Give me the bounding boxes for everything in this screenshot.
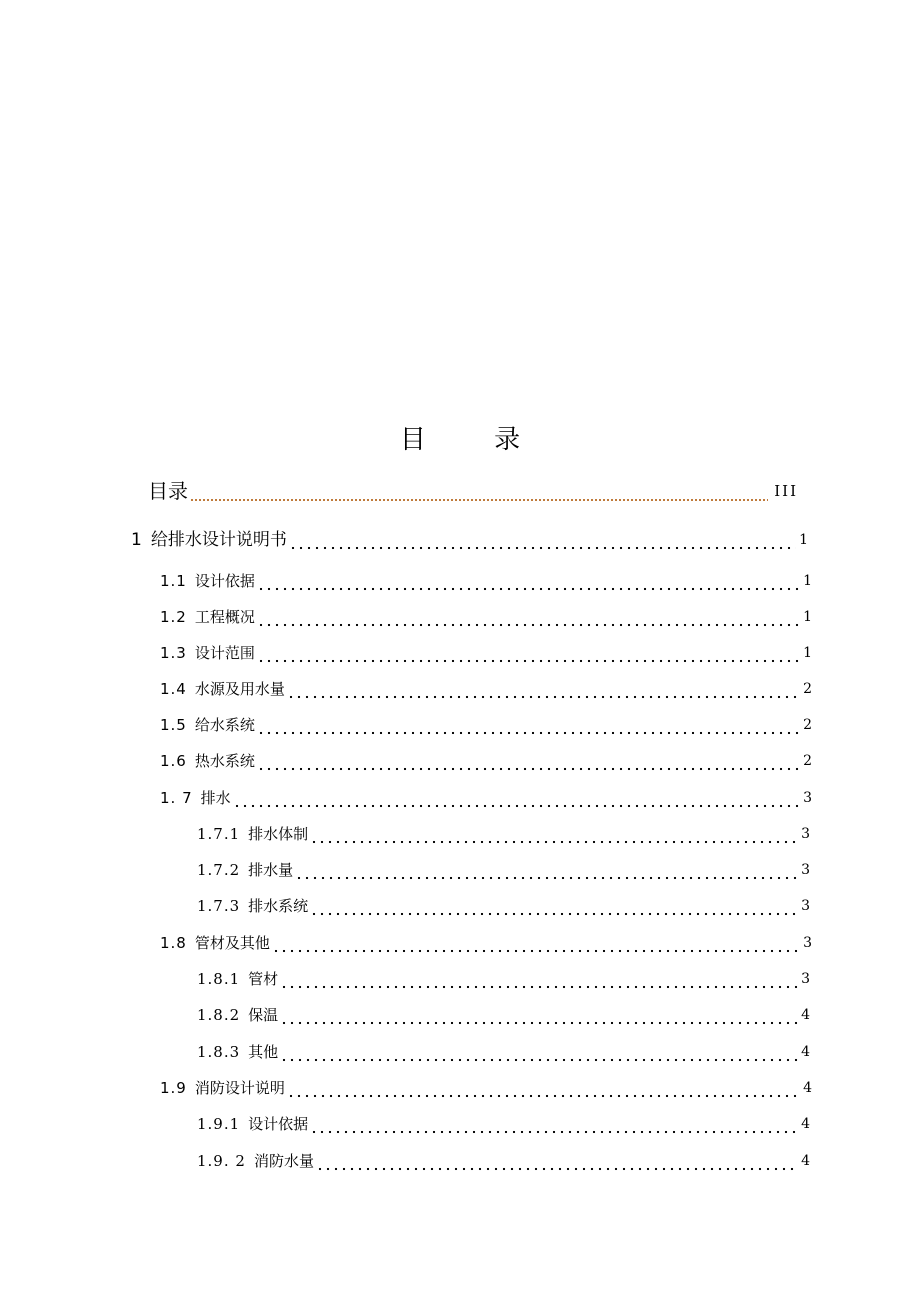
toc-entry-1-8-2[interactable] (197, 1000, 810, 1026)
toc-entry-1-5[interactable] (160, 710, 812, 736)
toc-dot-leader (257, 750, 800, 772)
toc-entry-1-9-1[interactable] (197, 1109, 810, 1135)
toc-page-number: 4 (801, 1116, 810, 1132)
toc-entry-number: 1.3 (160, 644, 187, 662)
toc-entry-number: 1.2 (160, 608, 187, 626)
toc-dot-leader (280, 1004, 798, 1026)
toc-entry-1-6[interactable] (160, 746, 812, 772)
toc-dot-leader (316, 1150, 798, 1172)
toc-entry-1-9-2[interactable] (197, 1146, 810, 1172)
toc-entry-contents[interactable] (148, 476, 798, 502)
toc-dot-leader (310, 823, 798, 845)
toc-entry-text: 设计范围 (194, 644, 255, 662)
toc-page-number: 3 (803, 935, 812, 951)
toc-dot-leader (272, 932, 800, 954)
toc-dot-leader (295, 859, 798, 881)
toc-entry-1-7[interactable] (160, 783, 812, 809)
toc-entry-number: 1.8.3 (197, 1043, 241, 1061)
toc-entry-text: 管材 (248, 970, 279, 988)
toc-dot-leader (257, 606, 800, 628)
toc-entry-text: 管材及其他 (194, 934, 270, 952)
toc-dot-leader (280, 1041, 798, 1063)
toc-entry-text: 热水系统 (194, 752, 255, 770)
toc-page-number: 2 (803, 681, 812, 697)
toc-entry-1-3[interactable] (160, 638, 812, 664)
toc-entry-1-7-3[interactable] (197, 891, 810, 917)
toc-page-number: III (774, 482, 798, 500)
toc-page-number: 3 (801, 898, 810, 914)
toc-entry-number: 1.4 (160, 680, 187, 698)
toc-entry-text: 消防设计说明 (194, 1079, 285, 1097)
toc-page-number: 4 (801, 1007, 810, 1023)
toc-page-number: 1 (803, 645, 812, 661)
toc-entry-text: 排水量 (248, 861, 294, 879)
toc-entry-text: 保温 (248, 1006, 279, 1024)
toc-entry-text: 排水系统 (248, 897, 309, 915)
toc-entry-number: 1. 7 (160, 789, 193, 807)
toc-entry-text: 工程概况 (194, 608, 255, 626)
toc-page-number: 3 (801, 826, 810, 842)
toc-entry-number: 1.8 (160, 934, 187, 952)
toc-page-number: 1 (803, 573, 812, 589)
toc-dot-leader (257, 570, 800, 592)
toc-dot-leader (280, 968, 798, 990)
toc-dot-leader (257, 642, 800, 664)
toc-page-number: 4 (801, 1044, 810, 1060)
toc-entry-1-7-2[interactable] (197, 855, 810, 881)
toc-page-number: 3 (801, 862, 810, 878)
toc-entry-number: 1.7.2 (197, 861, 241, 879)
toc-page-number: 3 (803, 790, 812, 806)
toc-entry-text: 水源及用水量 (194, 680, 285, 698)
toc-entry-chapter-1[interactable] (131, 525, 808, 551)
toc-entry-1-8[interactable] (160, 928, 812, 954)
toc-entry-1-9[interactable] (160, 1073, 812, 1099)
toc-entry-text: 其他 (248, 1043, 279, 1061)
toc-entry-number: 1.8.1 (197, 970, 241, 988)
toc-page-number: 3 (801, 971, 810, 987)
toc-entry-1-1[interactable] (160, 566, 812, 592)
toc-entry-text: 设计依据 (248, 1115, 309, 1133)
toc-entry-number: 1.9.1 (197, 1115, 241, 1133)
toc-entry-number: 1.9. 2 (197, 1152, 246, 1170)
toc-page-number: 2 (803, 753, 812, 769)
toc-dot-leader (310, 1113, 798, 1135)
toc-entry-1-4[interactable] (160, 674, 812, 700)
toc-entry-number: 1.1 (160, 572, 187, 590)
toc-entry-text: 给排水设计说明书 (150, 530, 287, 550)
toc-dot-leader (287, 1077, 800, 1099)
toc-dot-leader (310, 895, 798, 917)
toc-entry-1-8-1[interactable] (197, 964, 810, 990)
toc-entry-text: 目录 (148, 479, 188, 503)
toc-entry-number: 1.9 (160, 1079, 187, 1097)
toc-entry-number: 1.5 (160, 716, 187, 734)
toc-page-number: 4 (801, 1153, 810, 1169)
toc-page-number: 1 (803, 609, 812, 625)
toc-entry-1-8-3[interactable] (197, 1037, 810, 1063)
toc-entry-text: 设计依据 (194, 572, 255, 590)
toc-entry-text: 消防水量 (253, 1152, 314, 1170)
toc-dot-leader (190, 480, 768, 502)
toc-page-number: 1 (799, 532, 808, 548)
toc-entry-number: 1.6 (160, 752, 187, 770)
toc-entry-number: 1 (131, 530, 143, 550)
page-title: 目 录 (399, 425, 551, 455)
toc-page-number: 4 (803, 1080, 812, 1096)
toc-entry-number: 1.7.1 (197, 825, 241, 843)
toc-entry-text: 排水体制 (248, 825, 309, 843)
toc-entry-number: 1.8.2 (197, 1006, 241, 1024)
toc-entry-text: 排水 (200, 789, 231, 807)
toc-entry-1-2[interactable] (160, 602, 812, 628)
toc-entry-1-7-1[interactable] (197, 819, 810, 845)
toc-dot-leader (257, 714, 800, 736)
toc-page-number: 2 (803, 717, 812, 733)
toc-entry-text: 给水系统 (194, 716, 255, 734)
toc-dot-leader (233, 787, 800, 809)
toc-entry-number: 1.7.3 (197, 897, 241, 915)
toc-dot-leader (287, 678, 800, 700)
toc-dot-leader (289, 529, 796, 551)
